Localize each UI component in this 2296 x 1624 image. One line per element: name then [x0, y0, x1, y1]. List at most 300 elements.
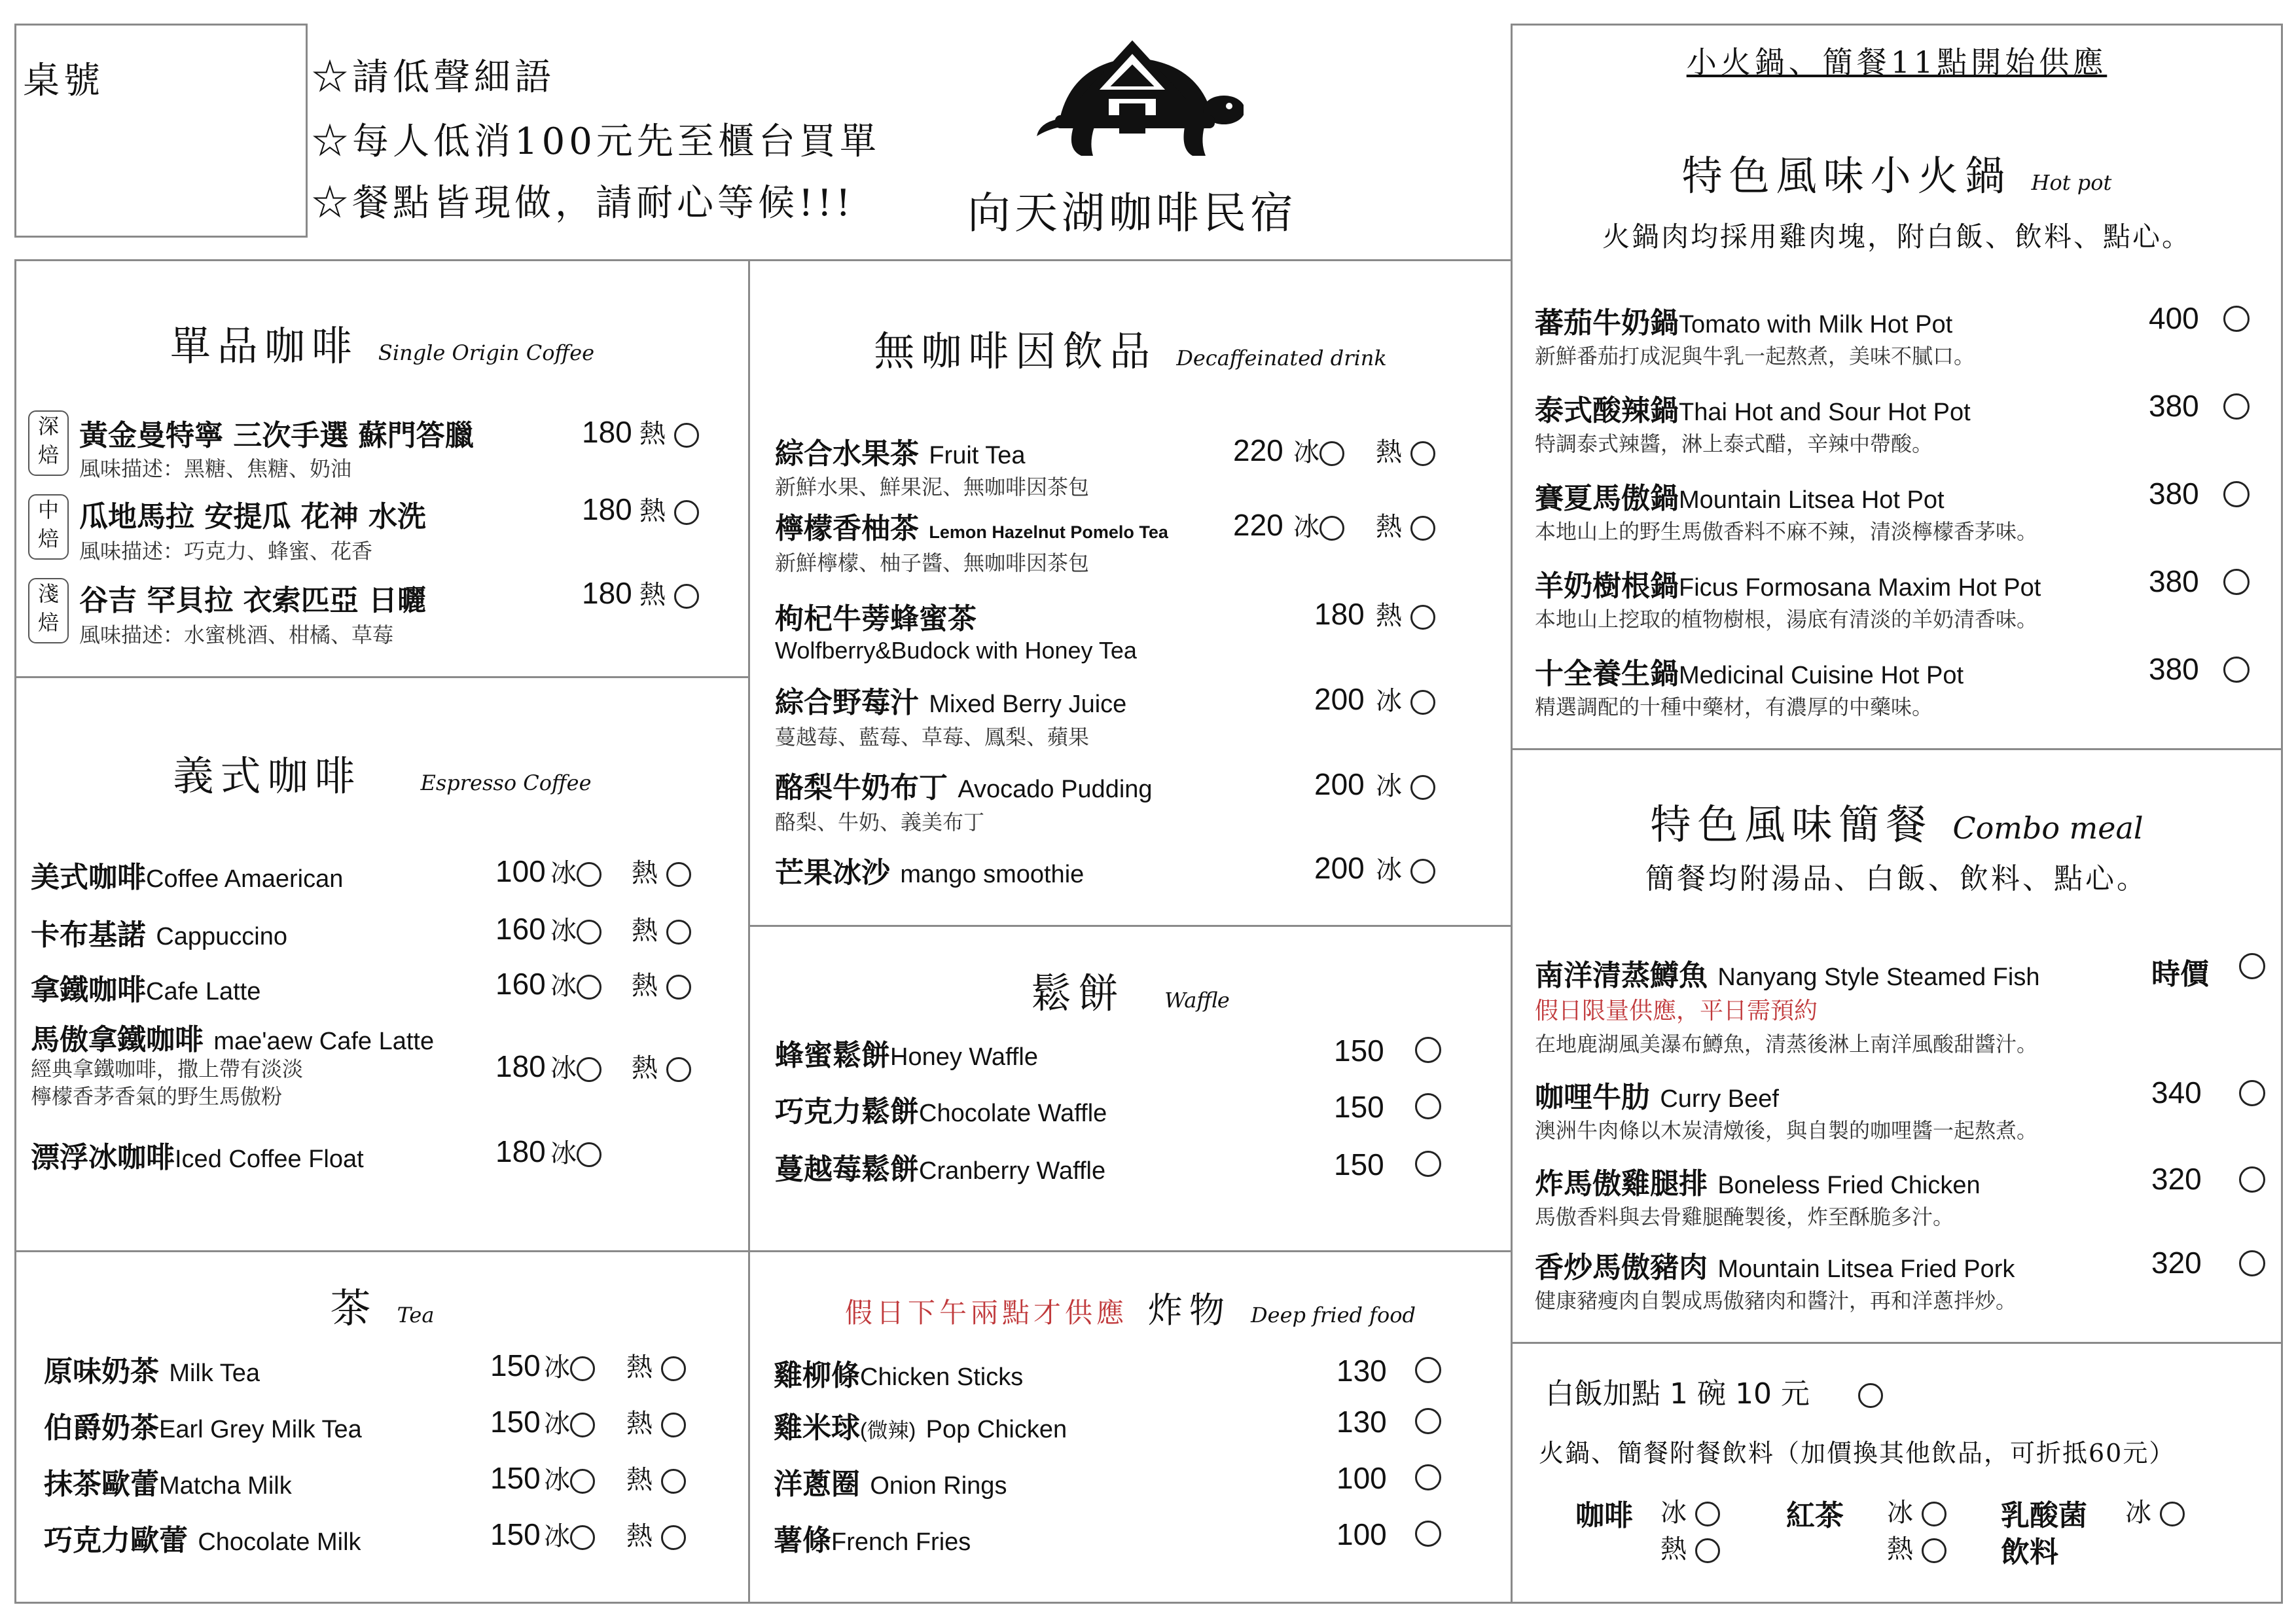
order-checkbox[interactable]: [2223, 393, 2250, 420]
menu-item: [44, 1348, 260, 1390]
item-price: 150: [1334, 1147, 1384, 1182]
hotpot-title-en: Hot pot: [2031, 170, 2112, 195]
ice-label: 冰: [544, 1352, 570, 1382]
item-name-zh: 蕃茄牛奶鍋: [1535, 306, 1679, 340]
hotpot-subtitle: 火鍋肉均採用雞肉塊，附白飯、飲料、點心。: [1602, 221, 2191, 253]
item-price: 200: [1314, 682, 1365, 716]
waffle-title-zh: 鬆餅: [1031, 969, 1126, 1017]
menu-item: [775, 849, 1084, 891]
hot-checkbox[interactable]: [674, 584, 699, 609]
coffee-hot-checkbox[interactable]: [1695, 1538, 1720, 1563]
item-desc: 健康豬瘦肉自製成馬傲豬肉和醬汁，再和洋蔥拌炒。: [1535, 1288, 2017, 1313]
single-origin-desc: 風味描述：水蜜桃酒、柑橘、草莓: [79, 623, 394, 647]
item-desc: 新鮮水果、鮮果泥、無咖啡因茶包: [775, 475, 1090, 499]
item-desc: 新鮮檸檬、柚子醬、無咖啡因茶包: [775, 550, 1090, 575]
ice-option[interactable]: [550, 852, 601, 890]
item-name-zh: 泰式酸辣鍋: [1535, 394, 1679, 427]
item-price: 150: [490, 1461, 541, 1495]
item-name-en: Mountain Litsea Fried Pork: [1717, 1255, 2015, 1283]
hotpot-title-zh: 特色風味小火鍋: [1681, 152, 2012, 200]
menu-item: [775, 1146, 1105, 1187]
ice-option[interactable]: [550, 910, 601, 947]
hotpot-item: [1535, 475, 1945, 516]
item-price: 180: [1314, 597, 1365, 631]
combo-item: [1535, 952, 2039, 994]
table-number-box[interactable]: [14, 24, 308, 238]
hotpot-item: [1535, 299, 1952, 341]
ice-label: 冰: [1660, 1498, 1687, 1528]
ice-label: 冰: [544, 1521, 570, 1551]
item-name-en: Coffee Amaerican: [146, 865, 344, 893]
ice-label: 冰: [1376, 771, 1402, 801]
item-name-en: Mixed Berry Juice: [929, 691, 1127, 718]
menu-item: [775, 1032, 1038, 1074]
drink-black-tea-label: 紅茶: [1786, 1499, 1844, 1532]
fried-section: [748, 1250, 1513, 1604]
hot-label: 熱: [626, 1465, 653, 1495]
hot-checkbox[interactable]: [661, 1525, 686, 1550]
item-price: 130: [1336, 1405, 1387, 1439]
ice-checkbox[interactable]: [577, 862, 601, 887]
ice-checkbox[interactable]: [1410, 690, 1435, 715]
item-desc: 檸檬香茅香氣的野生馬傲粉: [31, 1084, 283, 1109]
decaf-section: [748, 259, 1513, 927]
item-desc: 特調泰式辣醬，淋上泰式醋，辛辣中帶酸。: [1535, 431, 1933, 456]
ice-label: 冰: [1887, 1498, 1913, 1528]
item-price: 200: [1314, 851, 1365, 885]
hot-checkbox[interactable]: [666, 920, 691, 945]
item-price: 380: [2149, 477, 2199, 511]
item-name-en: Milk Tea: [169, 1360, 260, 1387]
hot-label: 熱: [1376, 437, 1402, 467]
single-origin-desc: 風味描述：巧克力、蜂蜜、花香: [79, 539, 373, 564]
menu-item: [775, 430, 1025, 472]
ice-option[interactable]: [1293, 431, 1344, 469]
item-price: 130: [1336, 1354, 1387, 1388]
yakult-ice-checkbox[interactable]: [2160, 1502, 2185, 1526]
item-price: 380: [2149, 564, 2199, 598]
espresso-section: [14, 676, 750, 1252]
item-desc: 澳洲牛肉條以木炭清燉後，與自製的咖哩醬一起熬煮。: [1535, 1118, 2038, 1143]
order-checkbox[interactable]: [1415, 1093, 1441, 1119]
ice-label: 冰: [1293, 437, 1319, 467]
item-desc: 新鮮番茄打成泥與牛乳一起熬煮，美味不膩口。: [1535, 344, 1975, 369]
item-name-zh: 香炒馬傲豬肉: [1535, 1251, 1708, 1284]
menu-item: [31, 1016, 434, 1058]
ice-checkbox[interactable]: [577, 975, 601, 1000]
item-price: 150: [1334, 1090, 1384, 1124]
fried-title: [750, 1282, 1511, 1333]
item-price: 150: [490, 1348, 541, 1382]
item-name-en: Chicken Sticks: [860, 1363, 1024, 1391]
ice-label: 冰: [2125, 1498, 2151, 1528]
decaf-title: [750, 319, 1511, 377]
hot-option[interactable]: [626, 1459, 686, 1496]
item-name-en: Ficus Formosana Maxim Hot Pot: [1679, 574, 2041, 602]
drink-yakult-label-2: 飲料: [2001, 1536, 2058, 1569]
single-origin-price: 180: [582, 576, 632, 610]
item-name-zh: 炸馬傲雞腿排: [1535, 1167, 1708, 1200]
hot-option[interactable]: [1376, 595, 1435, 632]
ice-checkbox[interactable]: [577, 1142, 601, 1167]
hot-checkbox[interactable]: [1410, 516, 1435, 541]
single-origin-name: 黃金曼特寧 三次手選 蘇門答臘: [79, 419, 474, 452]
item-name-en: French Fries: [831, 1528, 971, 1556]
ice-label: 冰: [1376, 855, 1402, 885]
single-origin-desc: 風味描述：黑糖、焦糖、奶油: [79, 456, 352, 481]
ice-option[interactable]: [550, 1132, 601, 1170]
ice-option[interactable]: [1376, 680, 1435, 717]
combo-item: [1535, 1160, 1981, 1202]
menu-item: [31, 1134, 364, 1176]
hotpot-item: [1535, 562, 2041, 604]
menu-item: [774, 1404, 1067, 1446]
tea-hot-checkbox[interactable]: [1922, 1538, 1946, 1563]
order-checkbox[interactable]: [2239, 1250, 2265, 1276]
item-price: 150: [490, 1517, 541, 1551]
item-price: 160: [495, 967, 546, 1001]
item-name-zh: 洋蔥圈: [774, 1468, 860, 1501]
extras-section: [1511, 1342, 2283, 1604]
item-price: 100: [1336, 1517, 1387, 1551]
hot-option[interactable]: [639, 574, 699, 611]
item-name-en: Lemon Hazelnut Pomelo Tea: [929, 522, 1168, 542]
hot-option[interactable]: [632, 1047, 691, 1085]
extra-rice-label: 白飯加點 1 碗 10 元: [1545, 1377, 1810, 1411]
table-number-label: 桌號: [23, 60, 104, 102]
hot-option[interactable]: [626, 1403, 686, 1440]
menu-item: [44, 1404, 362, 1446]
hot-checkbox[interactable]: [674, 500, 699, 525]
menu-item: [31, 854, 343, 895]
espresso-title-zh: 義式咖啡: [173, 752, 362, 800]
hot-label: 熱: [632, 1053, 658, 1083]
single-origin-price: 180: [582, 415, 632, 449]
ice-label: 冰: [1293, 512, 1319, 542]
item-name-zh: 雞柳條: [774, 1359, 860, 1392]
item-name-en: Thai Hot and Sour Hot Pot: [1679, 399, 1971, 426]
item-price: 100: [1336, 1461, 1387, 1495]
roast-badge-dark: 深焙: [28, 410, 69, 476]
hot-checkbox[interactable]: [1410, 441, 1435, 466]
item-name-en: Curry Beef: [1660, 1085, 1779, 1113]
item-price: 220: [1233, 508, 1283, 542]
item-desc: 經典拿鐵咖啡，撒上帶有淡淡: [31, 1056, 304, 1081]
ice-label: 冰: [550, 1138, 577, 1168]
combo-subtitle: 簡餐均附湯品、白飯、飲料、點心。: [1645, 862, 2148, 895]
item-name-zh: 薯條: [774, 1524, 831, 1557]
ice-checkbox[interactable]: [1410, 775, 1435, 800]
item-name-en: Onion Rings: [870, 1472, 1007, 1500]
fried-availability-note: 假日下午兩點才供應: [844, 1297, 1128, 1329]
order-checkbox[interactable]: [2239, 1166, 2265, 1193]
item-name-zh: 巧克力歐蕾: [44, 1524, 188, 1557]
hot-checkbox[interactable]: [666, 862, 691, 887]
decaf-title-en: Decaffeinated drink: [1176, 346, 1387, 370]
hot-option[interactable]: [626, 1346, 686, 1384]
turtle-house-logo: [1021, 38, 1244, 175]
ice-option[interactable]: [544, 1515, 595, 1553]
ice-label: 冰: [550, 971, 577, 1001]
order-checkbox[interactable]: [2223, 306, 2250, 332]
item-name-en: mae'aew Cafe Latte: [213, 1028, 435, 1055]
tea-title-zh: 茶: [330, 1284, 378, 1332]
order-checkbox[interactable]: [1415, 1464, 1441, 1490]
item-price: 160: [495, 912, 546, 946]
serve-time-note: 小火鍋、簡餐11點開始供應: [1686, 45, 2108, 80]
ice-checkbox[interactable]: [1410, 859, 1435, 884]
item-name-zh: 巧克力鬆餅: [775, 1095, 919, 1128]
item-desc: 酪梨、牛奶、義美布丁: [775, 810, 985, 835]
hot-checkbox[interactable]: [1410, 605, 1435, 630]
ice-checkbox[interactable]: [570, 1413, 595, 1437]
order-checkbox[interactable]: [2223, 481, 2250, 507]
notice-2: ☆每人低消100元先至櫃台買單: [312, 120, 880, 163]
item-name-zh: 羊奶樹根鍋: [1535, 569, 1679, 603]
item-name-zh: 抹茶歐蕾: [44, 1468, 159, 1501]
waffle-title: [750, 961, 1511, 1019]
item-name-en: Cranberry Waffle: [919, 1157, 1106, 1185]
order-checkbox[interactable]: [1415, 1357, 1441, 1383]
hot-checkbox[interactable]: [661, 1356, 686, 1381]
hot-label: 熱: [1887, 1534, 1913, 1564]
item-name-en: Matcha Milk: [159, 1472, 292, 1500]
ice-option[interactable]: [1376, 849, 1435, 886]
item-price: 400: [2149, 301, 2199, 335]
item-name-en: Pop Chicken: [925, 1416, 1067, 1443]
item-name-zh: 賽夏馬傲鍋: [1535, 482, 1679, 515]
drink-yakult-label: 乳酸菌: [2001, 1499, 2087, 1532]
combo-title-zh: 特色風味簡餐: [1650, 801, 1933, 848]
order-checkbox[interactable]: [1415, 1521, 1441, 1547]
item-name-zh: 美式咖啡: [31, 861, 146, 894]
hot-label: 熱: [626, 1409, 653, 1439]
item-name-zh: 綜合水果茶: [775, 437, 919, 471]
item-name-zh: 卡布基諾: [31, 918, 146, 952]
item-name-zh: 拿鐵咖啡: [31, 973, 146, 1007]
coffee-hot-option[interactable]: [1660, 1528, 1720, 1566]
hotpot-item: [1535, 387, 1971, 429]
set-drink-note: 火鍋、簡餐附餐飲料（加價換其他飲品，可折抵60元）: [1539, 1439, 2176, 1468]
hot-label: 熱: [632, 971, 658, 1001]
item-name-zh: 酪梨牛奶布丁: [775, 771, 948, 804]
item-name-en: Earl Grey Milk Tea: [159, 1416, 362, 1443]
item-price: 時價: [2151, 958, 2209, 991]
hot-option[interactable]: [632, 910, 691, 947]
order-checkbox[interactable]: [2223, 657, 2250, 683]
ice-checkbox[interactable]: [570, 1356, 595, 1381]
hot-checkbox[interactable]: [666, 1057, 691, 1082]
item-name-en: Cafe Latte: [146, 978, 261, 1005]
item-name-zh: 雞米球: [774, 1411, 860, 1445]
menu-item: [44, 1460, 292, 1502]
item-name-zh: 蔓越莓鬆餅: [775, 1153, 919, 1186]
hotpot-section: [1511, 24, 2283, 750]
item-name-zh: 伯爵奶茶: [44, 1411, 159, 1445]
item-price: 320: [2151, 1162, 2202, 1196]
ice-option[interactable]: [544, 1346, 595, 1384]
ice-option[interactable]: [544, 1459, 595, 1496]
order-checkbox[interactable]: [1415, 1037, 1441, 1063]
hot-option[interactable]: [639, 490, 699, 528]
hot-checkbox[interactable]: [661, 1413, 686, 1437]
hot-label: 熱: [632, 916, 658, 946]
item-price: 150: [1334, 1034, 1384, 1068]
item-price: 180: [495, 1049, 546, 1083]
item-name-en: Nanyang Style Steamed Fish: [1717, 964, 2040, 991]
roast-badge-light: 淺焙: [28, 578, 69, 643]
hot-option[interactable]: [626, 1515, 686, 1553]
hot-label: 熱: [632, 858, 658, 888]
fried-title-en: Deep fried food: [1251, 1303, 1416, 1327]
item-name-zh: 芒果冰沙: [775, 856, 890, 890]
item-price: 340: [2151, 1075, 2202, 1110]
hot-label: 熱: [626, 1352, 653, 1382]
shop-name: 向天湖咖啡民宿: [967, 188, 1297, 238]
tea-title: [16, 1276, 748, 1334]
order-checkbox[interactable]: [2239, 953, 2265, 979]
tea-hot-option[interactable]: [1887, 1528, 1946, 1566]
ice-option[interactable]: [550, 1047, 601, 1085]
tea-section: [14, 1250, 750, 1604]
waffle-section: [748, 925, 1513, 1252]
item-name-zh: 咖哩牛肋: [1535, 1081, 1650, 1114]
tea-ice-option[interactable]: [1887, 1492, 1946, 1529]
coffee-ice-checkbox[interactable]: [1695, 1502, 1720, 1526]
hot-checkbox[interactable]: [666, 975, 691, 1000]
item-price: 200: [1314, 767, 1365, 801]
order-checkbox[interactable]: [2239, 1080, 2265, 1106]
menu-item-name-zh: 枸杞牛蒡蜂蜜茶: [775, 602, 977, 636]
extra-rice-checkbox[interactable]: [1858, 1383, 1883, 1408]
single-origin-price: 180: [582, 492, 632, 526]
ice-checkbox[interactable]: [1319, 516, 1344, 541]
item-desc: 本地山上的野生馬傲香料不麻不辣，清淡檸檬香茅味。: [1535, 519, 2038, 544]
combo-item: [1535, 1074, 1779, 1115]
item-name-zh: 檸檬香柚茶: [775, 512, 919, 545]
item-name-zh: 十全養生鍋: [1535, 657, 1679, 691]
single-origin-name: 谷吉 罕貝拉 衣索匹亞 日曬: [79, 584, 426, 617]
ice-label: 冰: [544, 1409, 570, 1439]
item-desc: 馬傲香料與去骨雞腿醃製後，炸至酥脆多汁。: [1535, 1204, 1954, 1229]
item-desc: 蔓越莓、藍莓、草莓、鳳梨、蘋果: [775, 725, 1090, 749]
item-name-zh: 原味奶茶: [44, 1355, 159, 1388]
combo-section: [1511, 748, 2283, 1344]
item-name-en: Cappuccino: [156, 923, 288, 950]
hotpot-title: [1513, 143, 2281, 202]
ice-option[interactable]: [544, 1403, 595, 1440]
item-price: 100: [495, 854, 546, 888]
hot-option[interactable]: [639, 413, 699, 450]
yakult-ice-option[interactable]: [2125, 1492, 2185, 1529]
item-name-en: mango smoothie: [900, 861, 1085, 888]
hot-option[interactable]: [1376, 431, 1435, 469]
waffle-title-en: Waffle: [1164, 988, 1230, 1013]
tea-ice-checkbox[interactable]: [1922, 1502, 1946, 1526]
hot-label: 熱: [639, 580, 666, 610]
single-origin-title-en: Single Origin Coffee: [378, 340, 595, 365]
item-name-zh: 馬傲拿鐵咖啡: [31, 1023, 204, 1056]
menu-item: [31, 966, 260, 1008]
hotpot-item: [1535, 650, 1964, 692]
notice-1: ☆請低聲細語: [312, 56, 555, 99]
single-origin-section: [14, 259, 750, 678]
ice-checkbox[interactable]: [1319, 441, 1344, 466]
espresso-title: [16, 744, 748, 802]
hot-checkbox[interactable]: [661, 1469, 686, 1494]
combo-title: [1513, 792, 2281, 850]
hot-label: 熱: [1376, 512, 1402, 542]
item-name-en: Iced Coffee Float: [175, 1146, 364, 1173]
item-name-en: Chocolate Milk: [198, 1528, 361, 1556]
hot-option[interactable]: [632, 852, 691, 890]
item-name-en: Chocolate Waffle: [919, 1100, 1107, 1127]
extra-rice: [1545, 1370, 1883, 1412]
roast-badge-medium: 中焙: [28, 494, 69, 560]
order-checkbox[interactable]: [1415, 1151, 1441, 1177]
hot-option[interactable]: [632, 965, 691, 1002]
hot-label: 熱: [1660, 1534, 1687, 1564]
menu-item: [775, 679, 1126, 721]
menu-item: [775, 505, 1168, 547]
ice-option[interactable]: [1293, 506, 1344, 543]
hot-option[interactable]: [1376, 506, 1435, 543]
item-desc: 精選調配的十種中藥材，有濃厚的中藥味。: [1535, 695, 1933, 719]
notice-3: ☆餐點皆現做，請耐心等候!!!: [312, 182, 855, 225]
ice-option[interactable]: [550, 965, 601, 1002]
menu-item: [775, 764, 1153, 806]
item-name-zh: 漂浮冰咖啡: [31, 1141, 175, 1174]
order-checkbox[interactable]: [1415, 1408, 1441, 1434]
item-name-zh: 綜合野莓汁: [775, 686, 919, 719]
item-name-en: Fruit Tea: [929, 442, 1026, 469]
ice-label: 冰: [550, 916, 577, 946]
item-price: 220: [1233, 433, 1283, 467]
drink-coffee-label: 咖啡: [1575, 1499, 1633, 1532]
item-desc: 在地鹿湖風美瀑布鱒魚，清蒸後淋上南洋風酸甜醬汁。: [1535, 1032, 2038, 1056]
menu-item: [774, 1460, 1007, 1502]
ice-option[interactable]: [1376, 765, 1435, 803]
combo-item: [1535, 1244, 2015, 1286]
item-availability-note: 假日限量供應，平日需預約: [1535, 998, 1818, 1024]
ice-checkbox[interactable]: [577, 920, 601, 945]
ice-checkbox[interactable]: [570, 1525, 595, 1550]
ice-checkbox[interactable]: [570, 1469, 595, 1494]
item-name-zh: 蜂蜜鬆餅: [775, 1039, 890, 1072]
hot-checkbox[interactable]: [674, 423, 699, 448]
menu-item: [31, 911, 287, 953]
hot-label: 熱: [639, 496, 666, 526]
item-name-en: Medicinal Cuisine Hot Pot: [1679, 662, 1964, 689]
order-checkbox[interactable]: [2223, 569, 2250, 595]
decaf-title-zh: 無咖啡因飲品: [874, 327, 1157, 375]
ice-checkbox[interactable]: [577, 1057, 601, 1082]
single-origin-title-zh: 單品咖啡: [170, 322, 359, 370]
item-name-en: Honey Waffle: [890, 1043, 1038, 1071]
item-name-zh: 南洋清蒸鱒魚: [1535, 959, 1708, 992]
coffee-ice-option[interactable]: [1660, 1492, 1720, 1529]
item-desc: 本地山上挖取的植物樹根，湯底有清淡的羊奶清香味。: [1535, 607, 2038, 632]
menu-item: [774, 1517, 971, 1559]
item-name-en: Mountain Litsea Hot Pot: [1679, 486, 1945, 514]
item-price: 150: [490, 1405, 541, 1439]
item-name-en: Boneless Fried Chicken: [1717, 1172, 1981, 1199]
hot-label: 熱: [639, 419, 666, 449]
item-spicy-note: (微辣): [860, 1418, 916, 1442]
ice-label: 冰: [1376, 686, 1402, 716]
item-name-en: Wolfberry&Budock with Honey Tea: [775, 637, 1137, 664]
ice-label: 冰: [550, 1053, 577, 1083]
